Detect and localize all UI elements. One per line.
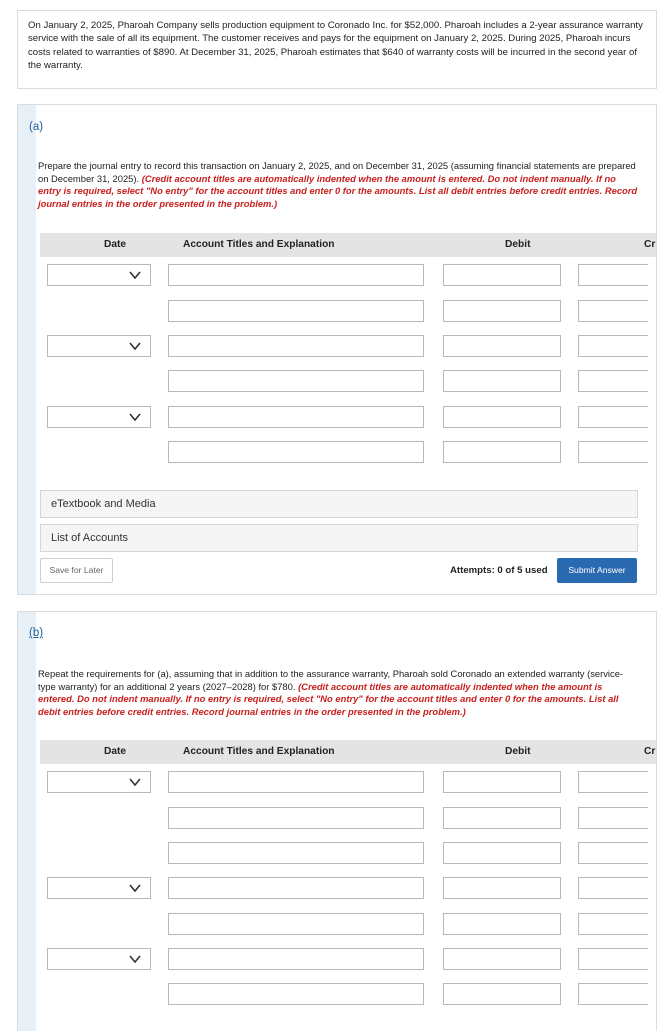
debit-input[interactable] [443, 948, 561, 970]
credit-input[interactable] [578, 300, 648, 322]
account-title-input[interactable] [168, 441, 424, 463]
problem-text: On January 2, 2025, Pharoah Company sells production equipment to Coronado Inc. for $52,000. Pharoah includes a 2-year assurance warranty service with the sale of all its equipment. The customer receives and pays for the equipment on January 2, 2025. During 2025, Pharoah incurs costs related to warranties of $890. At December 31, 2025, Pharoah estimates that $640 of warranty costs will be incurred in the second year of the warranty. [28, 20, 643, 72]
credit-input[interactable] [578, 948, 648, 970]
debit-input[interactable] [443, 771, 561, 793]
debit-input[interactable] [443, 370, 561, 392]
credit-input[interactable] [578, 913, 648, 935]
credit-input[interactable] [578, 807, 648, 829]
credit-input[interactable] [578, 771, 648, 793]
list-of-accounts-link[interactable]: List of Accounts [40, 524, 638, 552]
credit-input[interactable] [578, 842, 648, 864]
date-select[interactable] [47, 264, 151, 286]
credit-input[interactable] [578, 335, 648, 357]
debit-input[interactable] [443, 807, 561, 829]
header-account: Account Titles and Explanation [183, 239, 335, 250]
date-select[interactable] [47, 877, 151, 899]
debit-input[interactable] [443, 406, 561, 428]
debit-input[interactable] [443, 842, 561, 864]
account-title-input[interactable] [168, 983, 424, 1005]
account-title-input[interactable] [168, 370, 424, 392]
save-for-later-button[interactable]: Save for Later [40, 558, 113, 583]
header-credit: Cr [644, 239, 656, 250]
credit-input[interactable] [578, 877, 648, 899]
account-title-input[interactable] [168, 807, 424, 829]
account-title-input[interactable] [168, 948, 424, 970]
header-account: Account Titles and Explanation [183, 746, 335, 757]
account-title-input[interactable] [168, 842, 424, 864]
account-title-input[interactable] [168, 771, 424, 793]
chevron-down-icon [128, 339, 142, 353]
debit-input[interactable] [443, 983, 561, 1005]
debit-input[interactable] [443, 877, 561, 899]
account-title-input[interactable] [168, 913, 424, 935]
part-b-label[interactable]: (b) [29, 627, 44, 639]
header-debit: Debit [505, 746, 531, 757]
part-a-instructions-emphasis: (Credit account titles are automatically indented when the amount is entered. Do not indent manually. If no entry is required, select "No entry" for the account titles and enter 0 for the amounts. List all debit entries before credit entries. Record journal entries in the order presented in the problem.) [38, 172, 638, 209]
credit-input[interactable] [578, 441, 648, 463]
part-a-instructions-plain: Prepare the journal entry to record this transaction on January 2, 2025, and on December 31, 2025 (assuming financial statements are prepared on December 31, 2025). [38, 160, 636, 184]
date-select[interactable] [47, 948, 151, 970]
part-b-instructions [38, 668, 638, 718]
header-debit: Debit [505, 239, 531, 250]
date-select[interactable] [47, 406, 151, 428]
header-date: Date [104, 239, 127, 250]
credit-input[interactable] [578, 983, 648, 1005]
date-select[interactable] [47, 771, 151, 793]
part-b-sidebar [18, 612, 36, 1031]
header-date: Date [104, 746, 127, 757]
credit-input[interactable] [578, 370, 648, 392]
chevron-down-icon [128, 952, 142, 966]
part-b-instructions-plain: Repeat the requirements for (a), assuming that in addition to the assurance warranty, Pharoah sold Coronado an extended warranty (service-type warranty) for an additional 2 years (2027–2028) for $780. [38, 668, 624, 692]
debit-input[interactable] [443, 264, 561, 286]
debit-input[interactable] [443, 441, 561, 463]
account-title-input[interactable] [168, 877, 424, 899]
problem-statement [17, 10, 657, 89]
part-a-label: (a) [29, 121, 44, 133]
part-a-table-header [40, 233, 657, 257]
account-title-input[interactable] [168, 335, 424, 357]
chevron-down-icon [128, 775, 142, 789]
debit-input[interactable] [443, 335, 561, 357]
chevron-down-icon [128, 881, 142, 895]
part-a-panel [17, 104, 657, 595]
part-b-instructions-emphasis: (Credit account titles are automatically indented when the amount is entered. Do not indent manually. If no entry is required, select "No entry" for the account titles and enter 0 for the amounts. List all debit entries before credit entries. Record journal entries in the order presented in the problem.) [38, 680, 619, 717]
part-a-instructions [38, 160, 638, 210]
chevron-down-icon [128, 410, 142, 424]
credit-input[interactable] [578, 264, 648, 286]
etextbook-media-link[interactable]: eTextbook and Media [40, 490, 638, 518]
chevron-down-icon [128, 268, 142, 282]
account-title-input[interactable] [168, 406, 424, 428]
part-b-panel [17, 611, 657, 1031]
date-select[interactable] [47, 335, 151, 357]
submit-answer-button[interactable]: Submit Answer [557, 558, 637, 583]
account-title-input[interactable] [168, 264, 424, 286]
header-credit: Cr [644, 746, 656, 757]
credit-input[interactable] [578, 406, 648, 428]
attempts-counter: Attempts: 0 of 5 used [450, 565, 548, 576]
debit-input[interactable] [443, 300, 561, 322]
part-a-sidebar [18, 105, 36, 594]
account-title-input[interactable] [168, 300, 424, 322]
debit-input[interactable] [443, 913, 561, 935]
part-b-table-header [40, 740, 657, 764]
